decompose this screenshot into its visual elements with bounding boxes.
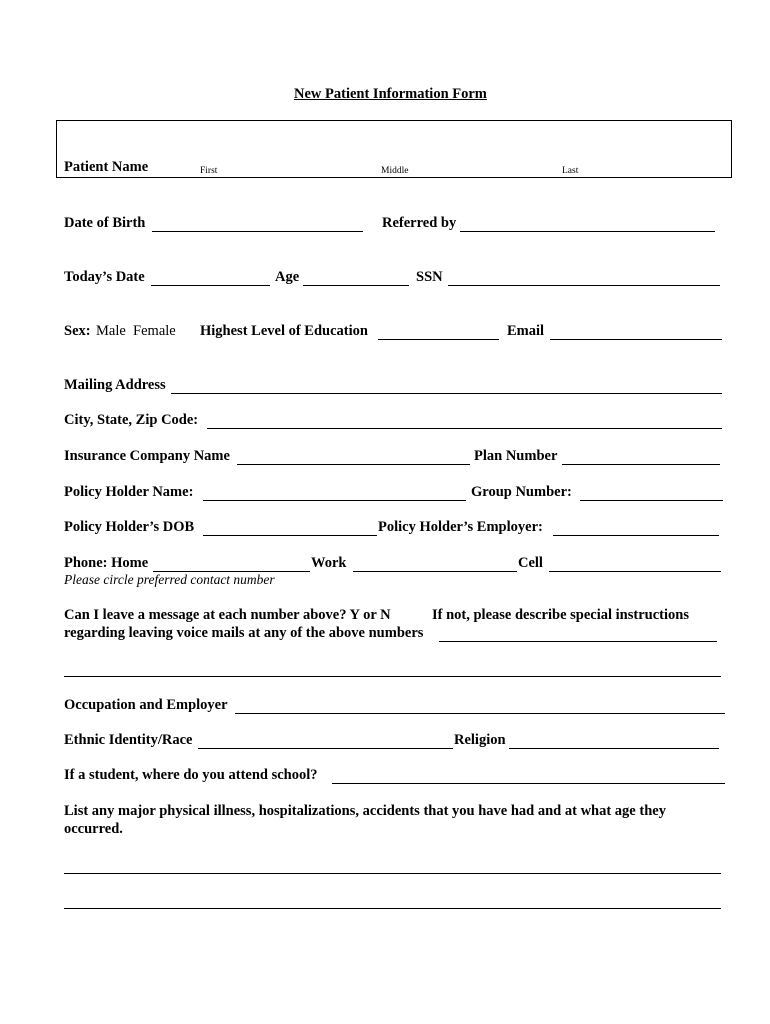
first-name-label: First xyxy=(200,166,218,176)
policy-holder-name-field[interactable] xyxy=(203,500,466,501)
email-field[interactable] xyxy=(550,339,722,340)
todays-date-field[interactable] xyxy=(151,285,270,286)
group-number-label: Group Number: xyxy=(471,484,572,500)
occupation-label: Occupation and Employer xyxy=(64,697,228,713)
religion-field[interactable] xyxy=(509,748,719,749)
ssn-field[interactable] xyxy=(448,285,720,286)
illness-question-line1: List any major physical illness, hospitalizations, accidents that you have had and at what age they xyxy=(64,803,666,819)
last-name-label: Last xyxy=(562,166,579,176)
illness-question-line2: occurred. xyxy=(64,821,123,837)
policy-holder-dob-field[interactable] xyxy=(203,535,377,536)
patient-name-label: Patient Name xyxy=(64,159,149,175)
education-field[interactable] xyxy=(378,339,499,340)
message-instructions-extra-line[interactable] xyxy=(64,676,721,677)
message-instructions-field[interactable] xyxy=(439,641,717,642)
city-state-zip-field[interactable] xyxy=(207,428,722,429)
policy-holder-name-label: Policy Holder Name: xyxy=(64,484,194,500)
insurance-company-field[interactable] xyxy=(237,464,470,465)
religion-label: Religion xyxy=(454,732,506,748)
sex-options[interactable]: Male Female xyxy=(96,323,176,339)
dob-label: Date of Birth xyxy=(64,215,146,231)
phone-work-label: Work xyxy=(311,555,347,571)
insurance-company-label: Insurance Company Name xyxy=(64,448,230,464)
illness-answer-line-2[interactable] xyxy=(64,908,721,909)
education-label: Highest Level of Education xyxy=(200,323,368,339)
phone-home-label: Phone: Home xyxy=(64,555,149,571)
ethnic-identity-field[interactable] xyxy=(198,748,453,749)
phone-cell-label: Cell xyxy=(518,555,543,571)
sex-label: Sex: xyxy=(64,323,91,339)
message-line2: regarding leaving voice mails at any of the above numbers xyxy=(64,625,424,641)
phone-note: Please circle preferred contact number xyxy=(64,572,275,587)
page-title: New Patient Information Form xyxy=(294,86,487,102)
referred-by-label: Referred by xyxy=(382,215,457,231)
todays-date-label: Today’s Date xyxy=(64,269,145,285)
policy-holder-dob-label: Policy Holder’s DOB xyxy=(64,519,195,535)
city-state-zip-label: City, State, Zip Code: xyxy=(64,412,199,428)
plan-number-label: Plan Number xyxy=(474,448,558,464)
policy-holder-employer-label: Policy Holder’s Employer: xyxy=(378,519,543,535)
referred-by-field[interactable] xyxy=(460,231,715,232)
dob-field[interactable] xyxy=(152,231,363,232)
plan-number-field[interactable] xyxy=(562,464,720,465)
mailing-address-label: Mailing Address xyxy=(64,377,166,393)
phone-cell-field[interactable] xyxy=(549,571,721,572)
ethnic-identity-label: Ethnic Identity/Race xyxy=(64,732,193,748)
phone-work-field[interactable] xyxy=(353,571,517,572)
email-label: Email xyxy=(507,323,545,339)
mailing-address-field[interactable] xyxy=(171,393,722,394)
ssn-label: SSN xyxy=(416,269,443,285)
student-school-field[interactable] xyxy=(332,783,725,784)
age-label: Age xyxy=(275,269,300,285)
message-instructions: If not, please describe special instructions xyxy=(432,607,689,623)
student-school-label: If a student, where do you attend school? xyxy=(64,767,318,783)
group-number-field[interactable] xyxy=(580,500,723,501)
message-question: Can I leave a message at each number above? Y or N xyxy=(64,607,391,623)
age-field[interactable] xyxy=(303,285,409,286)
policy-holder-employer-field[interactable] xyxy=(553,535,719,536)
illness-answer-line-1[interactable] xyxy=(64,873,721,874)
middle-name-label: Middle xyxy=(381,166,409,176)
occupation-field[interactable] xyxy=(235,713,725,714)
